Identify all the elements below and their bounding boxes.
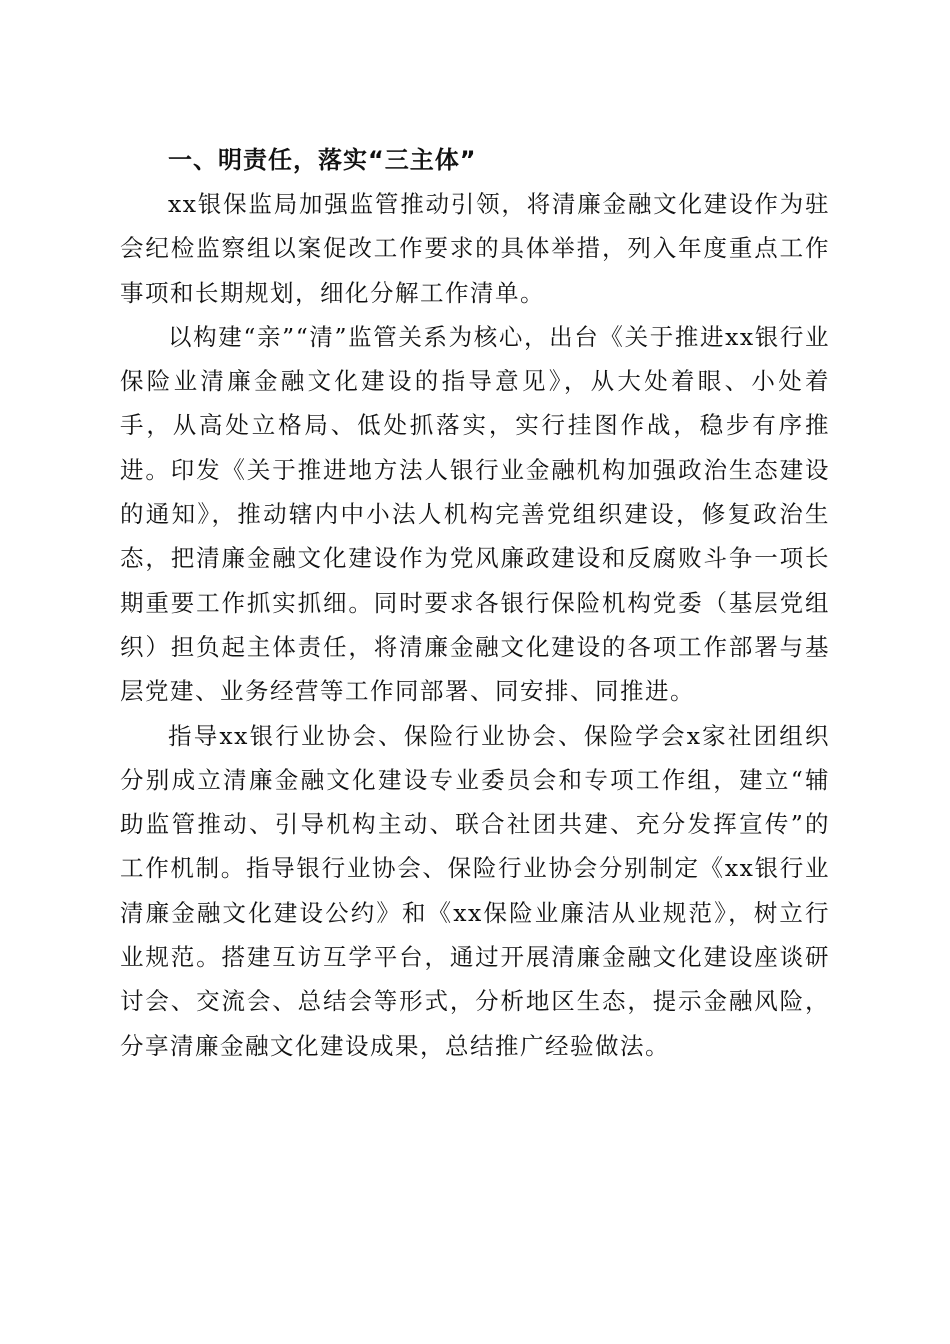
document-body <box>120 138 830 1068</box>
section-heading: 一、明责任，落实“三主体” <box>168 146 477 174</box>
paragraph-2: 以构建“亲”“清”监管关系为核心，出台《关于推进xx银行业保险业清廉金融文化建设的指导意见》，从大处着眼、小处着手，从高处立格局、低处抓落实，实行挂图作战，稳步有序推进。印发《关于推进地方法人银行业金融机构加强政治生态建设的通知》，推动辖内中小法人机构完善党组织建设，修复政治生态，把清廉金融文化建设作为党风廉政建设和反腐败斗争一项长期重要工作抓实抓细。同时要求各银行保险机构党委（基层党组织）担负起主体责任，将清廉金融文化建设的各项工作部署与基层党建、业务经营等工作同部署、同安排、同推进。 <box>120 322 830 706</box>
paragraph-1: xx银保监局加强监管推动引领，将清廉金融文化建设作为驻会纪检监察组以案促改工作要求的具体举措，列入年度重点工作事项和长期规划，细化分解工作清单。 <box>120 190 830 307</box>
paragraph-3: 指导xx银行业协会、保险行业协会、保险学会x家社团组织分别成立清廉金融文化建设专业委员会和专项工作组，建立“辅助监管推动、引导机构主动、联合社团共建、充分发挥宣传”的工作机制。指导银行业协会、保险行业协会分别制定《xx银行业清廉金融文化建设公约》和《xx保险业廉洁从业规范》，树立行业规范。搭建互访互学平台，通过开展清廉金融文化建设座谈研讨会、交流会、总结会等形式，分析地区生态，提示金融风险，分享清廉金融文化建设成果，总结推广经验做法。 <box>120 721 830 1060</box>
